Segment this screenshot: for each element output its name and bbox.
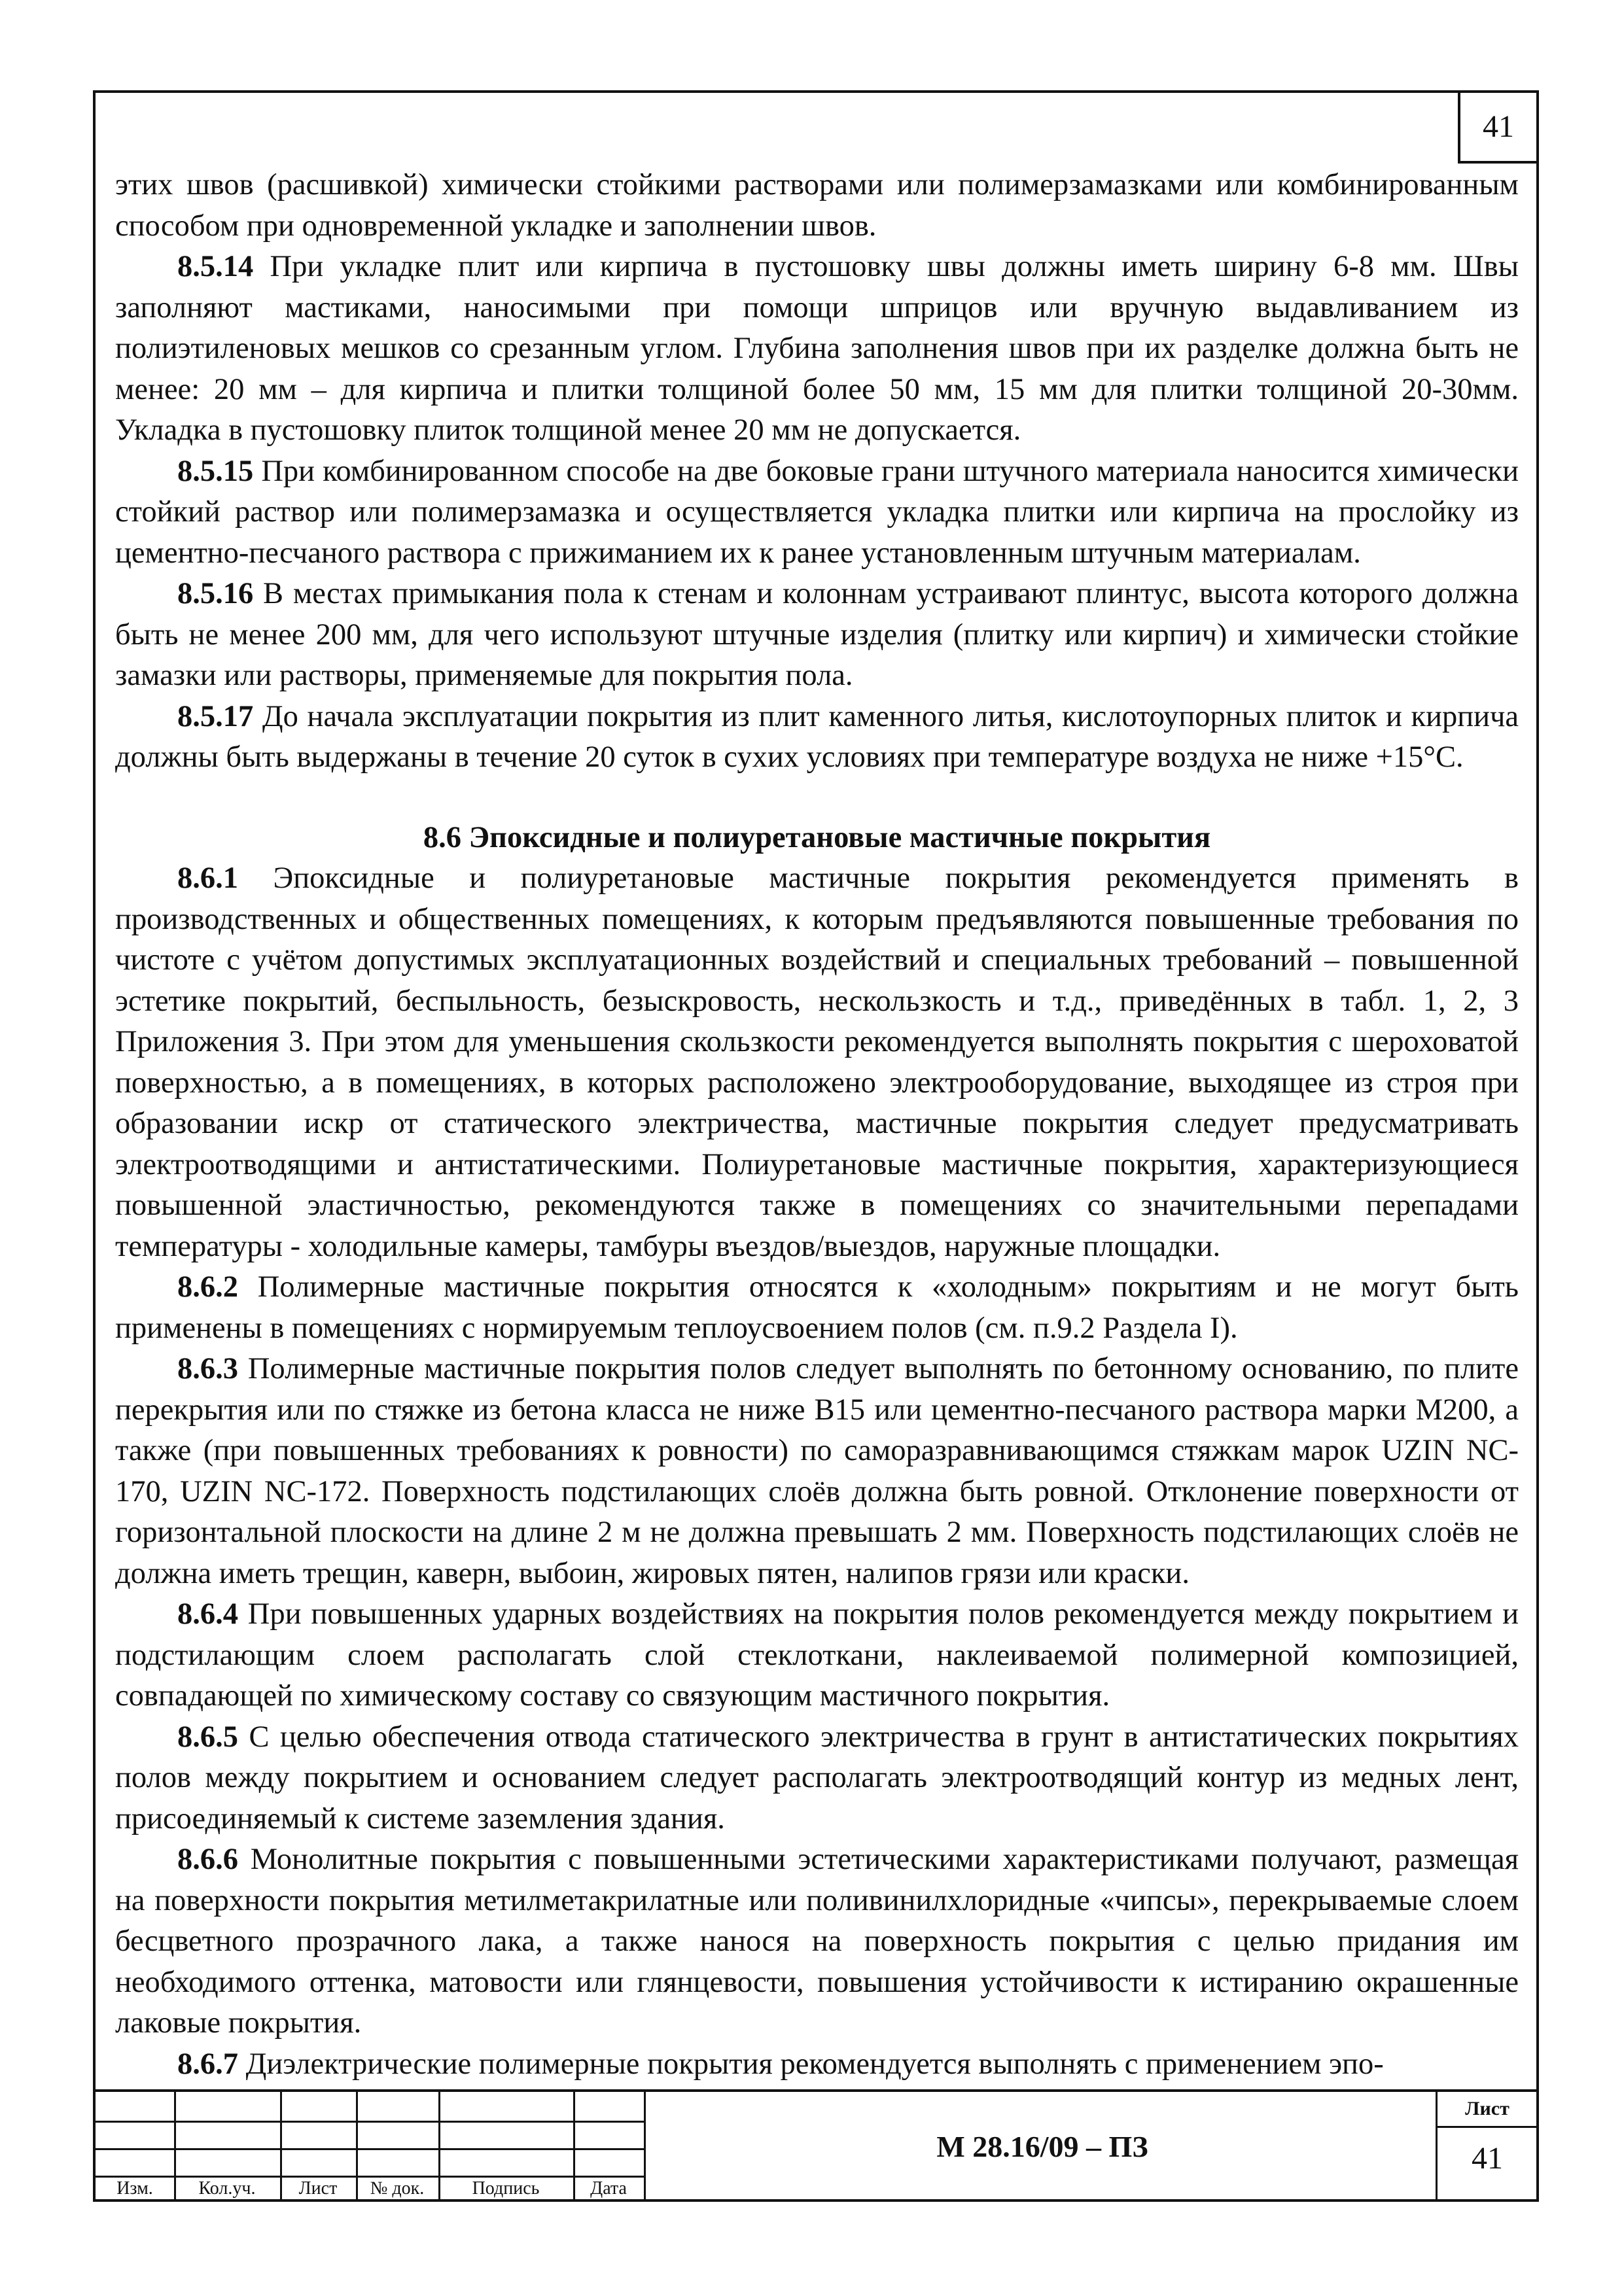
paragraph-8-6-3: 8.6.3 Полимерные мастичные покрытия полов следует выполнять по бетонному основанию, по плите перекрытия или по стяжке из бетона класса не ниже В15 или цементно-песчаного раствора марки М200, а также (при повышенных требованиях к ровности) по саморазравнивающимся стяжкам марок UZIN NC-170, UZIN NC-172. Поверхность подстилающих слоёв должна быть ровной. Отклонение поверхности от горизонтальной плоскости на длине 2 м не должна превышать 2 мм. Поверхность подстилающих слоёв не должна иметь трещин, каверн, выбоин, жировых пятен, налипов грязи или краски. xyxy=(115,1352,1519,1590)
document-code: М 28.16/09 – ПЗ xyxy=(936,2130,1148,2163)
header-list: Лист xyxy=(298,2178,338,2199)
paragraph-8-5-17: 8.5.17 До начала эксплуатации покрытия из плит каменного литья, кислотоупорных плиток и кирпича должны быть выдержаны в течение 20 суток в сухих условиях при температуре воздуха не ниже +15°С. xyxy=(115,699,1519,774)
paragraph-8-6-1: 8.6.1 Эпоксидные и полиуретановые мастичные покрытия рекомендуется применять в производственных и общественных помещениях, к которым предъявляются повышенные требования по чистоте с учётом допустимых эксплуатационных воздействий и специальных требований – повышенной эстетике покрытий, беспыльность, безыскровость, нескользкость и т.д., приведённых в табл. 1, 2, 3 Приложения 3. При этом для уменьшения скользкости рекомендуется выполнять покрытия с шероховатой поверхностью, а в помещениях, в которых расположено электрооборудование, выходящее из строя при образовании искр от статического электричества, мастичные покрытия следует предусматривать электроотводящими и антистатическими. Полиуретановые мастичные покрытия, характеризующиеся повышенной эластичностью, рекомендуются также в помещениях со значительными перепадами температуры - холодильные камеры, тамбуры въездов/выездов, наружные площадки. xyxy=(115,861,1519,1263)
grid-line xyxy=(96,2121,644,2123)
clause-number: 8.5.17 xyxy=(177,699,254,733)
paragraph-continuation: этих швов (расшивкой) химически стойкими растворами или полимерзамазками или комбинированным способом при одновременной укладке и заполнении швов. xyxy=(115,168,1519,243)
clause-number: 8.5.14 xyxy=(177,250,254,283)
header-date: Дата xyxy=(590,2178,627,2199)
clause-number: 8.6.1 xyxy=(177,861,238,895)
clause-number: 8.6.2 xyxy=(177,1270,238,1304)
clause-number: 8.5.16 xyxy=(177,577,254,610)
header-izm: Изм. xyxy=(116,2178,153,2199)
grid-line xyxy=(96,2148,644,2150)
clause-number: 8.6.5 xyxy=(177,1720,238,1754)
header-signature: Подпись xyxy=(472,2178,540,2199)
clause-number: 8.5.15 xyxy=(177,454,254,488)
document-body xyxy=(115,165,1519,2085)
paragraph-8-6-5: 8.6.5 С целью обеспечения отвода статического электричества в грунт в антистатических покрытиях полов между покрытием и основанием следует располагать электроотводящий контур из медных лент, присоединяемый к системе заземления здания. xyxy=(115,1720,1519,1835)
paragraph-8-6-6: 8.6.6 Монолитные покрытия с повышенными эстетическими характеристиками получают, размещая на поверхности покрытия метилметакрилатные или поливинилхлоридные «чипсы», перекрываемые слоем бесцветного прозрачного лака, а также нанося на поверхность покрытия с целью придания им необходимого оттенка, матовости или глянцевости, повышения устойчивости к истиранию окрашенные лаковые покрытия. xyxy=(115,1843,1519,2040)
title-block xyxy=(96,2089,1536,2199)
page-frame xyxy=(93,90,1539,2202)
clause-number: 8.6.4 xyxy=(177,1597,238,1631)
header-doc-number: № док. xyxy=(370,2178,425,2199)
page-number-box xyxy=(1458,90,1539,164)
paragraph-8-6-4: 8.6.4 При повышенных ударных воздействиях на покрытия полов рекомендуется между покрытием и подстилающим слоем располагать слой стеклоткани, наклеиваемой полимерной композицией, совпадающей по химическому составу со связующим мастичного покрытия. xyxy=(115,1597,1519,1713)
page-number: 41 xyxy=(1483,109,1514,144)
paragraph-8-5-15: 8.5.15 При комбинированном способе на две боковые грани штучного материала наносится химически стойкий раствор или полимерзамазка и осуществляется укладка плитки или кирпича на прослойку из цементно-песчаного раствора с прижиманием их к ранее установленным штучным материалам. xyxy=(115,454,1519,570)
paragraph-8-6-2: 8.6.2 Полимерные мастичные покрытия относятся к «холодным» покрытиям и не могут быть применены в помещениях с нормируемым теплоусвоением полов (см. п.9.2 Раздела I). xyxy=(115,1270,1519,1345)
clause-number: 8.6.6 xyxy=(177,1843,238,1876)
sheet-label: Лист xyxy=(1465,2098,1509,2119)
section-heading: 8.6 Эпоксидные и полиуретановые мастичные покрытия xyxy=(423,820,1211,854)
clause-number: 8.6.7 xyxy=(177,2047,238,2081)
paragraph-8-5-16: 8.5.16 В местах примыкания пола к стенам и колоннам устраивают плинтус, высота которого должна быть не менее 200 мм, для чего используют штучные изделия (плитку или кирпич) и химически стойкие замазки или растворы, применяемые для покрытия пола. xyxy=(115,577,1519,692)
header-kol-uch: Кол.уч. xyxy=(198,2178,256,2199)
clause-number: 8.6.3 xyxy=(177,1352,238,1385)
paragraph-8-6-7: 8.6.7 Диэлектрические полимерные покрытия рекомендуется выполнять с применением эпо- xyxy=(177,2047,1384,2081)
paragraph-8-5-14: 8.5.14 При укладке плит или кирпича в пустошовку швы должны иметь ширину 6-8 мм. Швы заполняют мастиками, наносимыми при помощи шприцов или вручную выдавливанием из полиэтиленовых мешков со срезанным углом. Глубина заполнения швов при их разделке должна быть не менее: 20 мм – для кирпича и плитки толщиной более 50 мм, 15 мм для плитки толщиной 20-30мм. Укладка в пустошовку плиток толщиной менее 20 мм не допускается. xyxy=(115,250,1519,447)
sheet-number: 41 xyxy=(1472,2141,1503,2176)
